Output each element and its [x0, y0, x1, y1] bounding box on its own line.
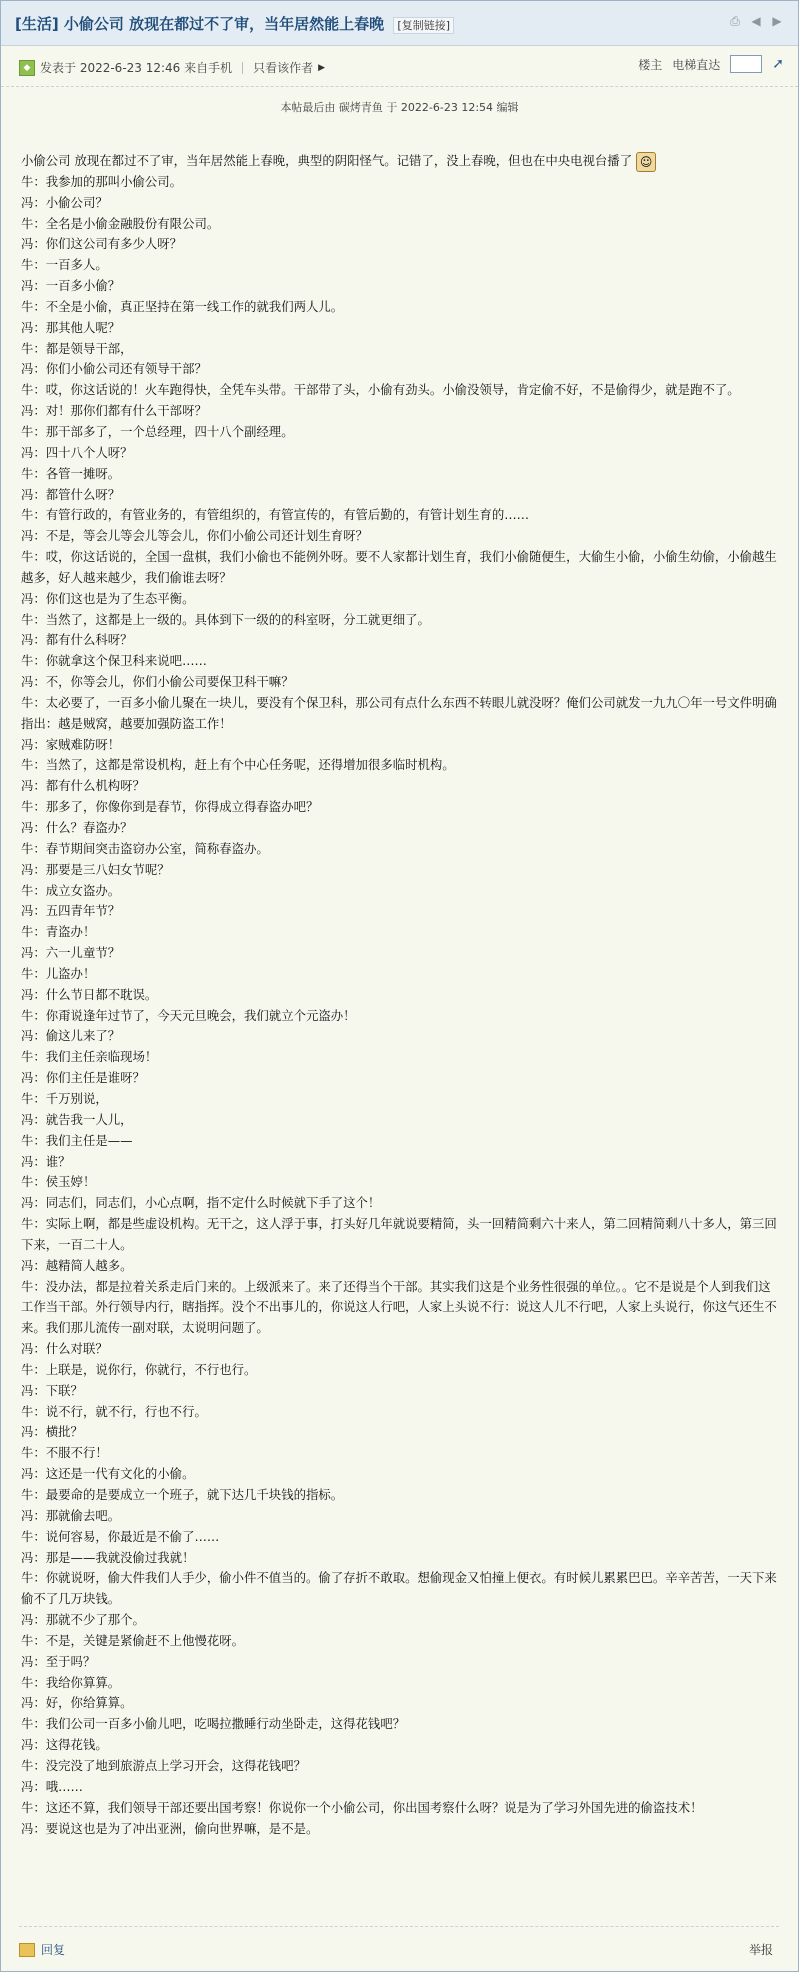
- dialogue-line: [21, 651, 779, 672]
- line-text: 牛：没完没了地到旅游点上学习开会，这得花钱吧？: [21, 1757, 306, 1773]
- reply-label: 回复: [41, 1943, 66, 1957]
- dialogue-line: [21, 1568, 779, 1610]
- line-text: 牛：不是，关键是紧偷赶不上他慢花呀。: [21, 1632, 245, 1648]
- print-icon[interactable]: ⎙: [730, 14, 740, 28]
- reply-button[interactable]: [19, 1941, 65, 1958]
- dialogue-line: [21, 1777, 779, 1798]
- line-text: 冯：哦……: [21, 1778, 83, 1794]
- line-text: 冯：你们这公司有多少人呀？: [21, 236, 183, 252]
- dialogue-line: [21, 380, 779, 401]
- line-text: 冯：那就不少了那个。: [21, 1612, 145, 1628]
- line-text: 冯：四十八个人呀？: [21, 444, 133, 460]
- post-actions: [19, 1937, 779, 1959]
- copy-link-button[interactable]: [复制链接]: [393, 17, 454, 34]
- dialogue-line: [21, 1464, 779, 1485]
- dialogue-line: [21, 1193, 779, 1214]
- line-text: 牛：不全是小偷，真正坚持在第一线工作的就我们两人儿。: [21, 298, 344, 314]
- line-text: 牛：说不行，就不行，行也不行。: [21, 1403, 207, 1419]
- line-text: 冯：都有什么科呀？: [21, 632, 133, 648]
- line-text: 冯：什么？春盗办？: [21, 820, 133, 835]
- intro-line: [21, 151, 779, 172]
- dialogue-line: [21, 589, 779, 610]
- line-text: 冯：那要是三八妇女节呢？: [21, 861, 170, 877]
- dialogue-line: [21, 693, 779, 735]
- dialogue-line: [21, 985, 779, 1006]
- dialogue-line: [21, 339, 779, 360]
- line-text: 牛：没办法，都是拉着关系走后门来的。上级派来了。来了还得当个干部。其实我们这是个业务性很强的单位。。它不是说是个人到我们这工作当干部。外行领导内行，瞎指挥。没个不出事儿的，你说这人行吧，人家上头说不行：说这人儿不行吧，人家上头说行，你这气还生不来。我们那儿流传一副对联，太说明问题了。: [21, 1278, 777, 1336]
- edited-note: 本帖最后由 碳烤青鱼 于 2022-6-23 12:54 编辑: [280, 101, 519, 114]
- floor-input[interactable]: [730, 55, 762, 73]
- dialogue-line: [21, 526, 779, 547]
- dialogue-line: [21, 922, 779, 943]
- dialogue-line: [21, 318, 779, 339]
- line-text: 牛：最要命的是要成立一个班子，就下达几千块钱的指标。: [21, 1487, 344, 1502]
- dialogue-line: [21, 881, 779, 902]
- dialogue-line: [21, 193, 779, 214]
- line-text: 牛：青盗办！: [21, 924, 96, 940]
- line-text: 冯：好，你给算算。: [21, 1695, 133, 1711]
- line-text: 牛：实际上啊，都是些虚设机构。无干之，这人浮于事，打头好几年就说要精简，头一回精简剩六十来人，第二回精简剩八十多人，第三回下来，一百二十人。: [21, 1216, 777, 1252]
- dialogue-line: [21, 1610, 779, 1631]
- line-text: 牛：各管一摊呀。: [21, 465, 121, 481]
- line-text: 牛：说何容易，你最近是不偷了……: [21, 1528, 220, 1544]
- dialogue-line: [21, 1443, 779, 1464]
- dialogue-line: [21, 255, 779, 276]
- line-text: 冯：同志们，同志们，小心点啊，指不定什么时候就下手了这个！: [21, 1195, 381, 1211]
- reply-icon: [19, 1943, 35, 1957]
- dialogue-line: [21, 860, 779, 881]
- dialogue-line: [21, 1026, 779, 1047]
- dialogue-line: [21, 1485, 779, 1506]
- dialogue-line: [21, 1673, 779, 1694]
- line-text: 冯：横批？: [21, 1424, 83, 1440]
- dialogue-line: [21, 1172, 779, 1193]
- dialogue-line: [21, 1068, 779, 1089]
- line-text: 牛：这还不算，我们领导干部还要出国考察！你说你一个小偷公司，你出国考察什么呀？说是为了学习外国先进的偷盗技术！: [21, 1799, 703, 1815]
- line-text: 牛：你甭说逢年过节了，今天元旦晚会，我们就立个元盗办！: [21, 1007, 356, 1023]
- dialogue-line: [21, 964, 779, 985]
- line-text: 冯：六一儿童节？: [21, 945, 121, 961]
- dialogue-line: [21, 1548, 779, 1569]
- thread-title: [15, 13, 454, 34]
- dialogue-line: [21, 1381, 779, 1402]
- dialogue-line: [21, 1256, 779, 1277]
- line-text: 牛：那干部多了，一个总经理，四十八个副经理。: [21, 423, 294, 439]
- only-author-link[interactable]: 只看该作者: [253, 61, 314, 75]
- line-text: 冯：不，你等会儿，你们小偷公司要保卫科干嘛？: [21, 674, 294, 690]
- dialogue-line: [21, 901, 779, 922]
- line-text: 牛：当然了，这都是上一级的。具体到下一级的的科室呀，分工就更细了。: [21, 611, 430, 627]
- report-button[interactable]: 举报: [748, 1943, 773, 1957]
- dialogue-line: [21, 1360, 779, 1381]
- line-text: 牛：你就说呀，偷大件我们人手少，偷小件不值当的。偷了存折不敢取。想偷现金又怕撞上便衣。有时候儿累累巴巴。辛辛苦苦，一天下来偷不了几万块钱。: [21, 1570, 777, 1607]
- post-meta: [1, 46, 798, 87]
- dialogue-line: [21, 1152, 779, 1173]
- post-content: [21, 151, 779, 1839]
- dialogue-line: [21, 1693, 779, 1714]
- line-text: 冯：那就偷去吧。: [21, 1507, 121, 1523]
- line-text: 冯：都管什么呀？: [21, 486, 121, 502]
- dialogue-line: [21, 1214, 779, 1256]
- arrow-right-icon[interactable]: ▶: [772, 14, 782, 28]
- line-text: 冯：偷这儿来了？: [21, 1028, 121, 1044]
- dialogue-line: [21, 276, 779, 297]
- dialogue-line: [21, 1047, 779, 1068]
- line-text: 牛：儿盗办！: [21, 965, 96, 981]
- line-text: 冯：至于吗？: [21, 1653, 96, 1669]
- title-bar: [1, 1, 798, 46]
- dialogue-line: [21, 1714, 779, 1735]
- line-text: 牛：我们主任亲临现场！: [21, 1049, 158, 1065]
- dialogue-line: [21, 547, 779, 589]
- dialogue-line: [21, 1339, 779, 1360]
- line-text: 冯：就告我一人儿，: [21, 1111, 133, 1127]
- line-text: 牛：上联是，说你行，你就行，不行也行。: [21, 1361, 257, 1377]
- line-text: 冯：你们这也是为了生态平衡。: [21, 590, 195, 606]
- owner-label: 楼主: [638, 57, 663, 72]
- line-text: 冯：那是——我就没偷过我就！: [21, 1549, 195, 1565]
- line-text: 牛：春节期间突击盗窃办公室，简称春盗办。: [21, 840, 269, 856]
- dialogue-line: [21, 422, 779, 443]
- dialogue-line: [21, 1506, 779, 1527]
- dialogue-line: [21, 672, 779, 693]
- dialogue-line: [21, 443, 779, 464]
- line-text: 冯：那其他人呢？: [21, 319, 121, 335]
- posted-info: 发表于 2022-6-23 12:46 来自手机: [40, 61, 233, 75]
- thread-title-text: [生活] 小偷公司 放现在都过不了审，当年居然能上春晚: [15, 15, 385, 33]
- dialogue-line: [21, 1756, 779, 1777]
- line-text: 冯：小偷公司？: [21, 194, 108, 210]
- dialogue-line: [21, 1798, 779, 1819]
- line-text: 牛：不服不行！: [21, 1445, 108, 1461]
- line-text: 冯：什么对联？: [21, 1341, 108, 1357]
- line-text: 冯：谁？: [21, 1153, 71, 1169]
- divider: [242, 62, 243, 74]
- dialogue-line: [21, 214, 779, 235]
- dialogue-line: [21, 630, 779, 651]
- dialogue-line: [21, 1527, 779, 1548]
- dialogue-line: [21, 1652, 779, 1673]
- line-text: 牛：全名是小偷金融股份有限公司。: [21, 215, 220, 231]
- line-text: 牛：我给你算算。: [21, 1674, 121, 1690]
- line-text: 冯：这得花钱。: [21, 1737, 108, 1753]
- bottom-divider: [19, 1926, 779, 1927]
- line-text: 冯：不是，等会儿等会儿等会儿，你们小偷公司还计划生育呀？: [21, 528, 368, 544]
- dialogue-line: [21, 1006, 779, 1027]
- line-text: 冯：都有什么机构呀？: [21, 778, 145, 794]
- line-text: 冯：这还是一代有文化的小偷。: [21, 1466, 195, 1482]
- dialogue-line: [21, 1819, 779, 1840]
- line-text: 冯：要说这也是为了冲出亚洲，偷向世界嘛，是不是。: [21, 1820, 319, 1836]
- line-text: 冯：五四青年节？: [21, 903, 121, 919]
- user-online-icon: ◆: [19, 60, 35, 76]
- dialogue-line: [21, 1422, 779, 1443]
- line-text: 牛：太必要了，一百多小偷儿聚在一块儿，要没有个保卫科，那公司有点什么东西不转眼儿就没呀？俺们公司就发一九九〇年一号文件明确指出：越是贼窝，越要加强防盗工作！: [21, 694, 777, 731]
- go-icon[interactable]: ➚: [772, 56, 784, 72]
- dialogue-line: [21, 1735, 779, 1756]
- line-text: 冯：一百多小偷？: [21, 278, 121, 294]
- line-text: 冯：对！那你们都有什么干部呀？: [21, 403, 207, 419]
- line-text: 牛：我们主任是——: [21, 1132, 133, 1148]
- line-text: 牛：千万别说，: [21, 1090, 108, 1106]
- line-text: 牛：哎，你这话说的，全国一盘棋，我们小偷也不能例外呀。要不人家都计划生育，我们小偷随便生，大偷生小偷，小偷生幼偷，小偷越生越多，好人越来越少，我们偷谁去呀？: [21, 549, 777, 585]
- dialogue-line: [21, 755, 779, 776]
- dialogue-line: [21, 485, 779, 506]
- smiley-icon: ☺: [636, 152, 656, 172]
- dialogue-line: [21, 234, 779, 255]
- title-toolbar: [728, 14, 784, 28]
- dialogue-line: [21, 359, 779, 380]
- dialogue-line: [21, 776, 779, 797]
- line-text: 冯：什么节日都不耽误。: [21, 986, 158, 1002]
- arrow-left-icon[interactable]: ◀: [751, 14, 761, 28]
- line-text: 牛：成立女盗办。: [21, 882, 121, 898]
- dialogue-line: [21, 401, 779, 422]
- line-text: 牛：有管行政的，有管业务的，有管组织的，有管宣传的，有管后勤的，有管计划生育的……: [21, 507, 530, 523]
- dialogue-line: [21, 1631, 779, 1652]
- dialogue-line: [21, 610, 779, 631]
- dialogue-line: [21, 1089, 779, 1110]
- dialogue-line: [21, 839, 779, 860]
- dialogue-line: [21, 818, 779, 839]
- dialogue-line: [21, 505, 779, 526]
- line-text: 小偷公司 放现在都过不了审，当年居然能上春晚，典型的阴阳怪气。记错了，没上春晚，但也在中央电视台播了: [21, 153, 633, 168]
- line-text: 牛：都是领导干部，: [21, 340, 133, 356]
- line-text: 冯：下联？: [21, 1382, 83, 1398]
- line-text: 牛：我参加的那叫小偷公司。: [21, 173, 183, 189]
- caret-right-icon: ▶: [318, 62, 326, 73]
- line-text: 牛：侯玉婷！: [21, 1174, 96, 1190]
- line-text: 冯：家贼难防呀！: [21, 736, 121, 752]
- line-text: 牛：当然了，这都是常设机构，赶上有个中心任务呢，还得增加很多临时机构。: [21, 757, 455, 773]
- line-text: 牛：你就拿这个保卫科来说吧……: [21, 653, 207, 669]
- line-text: 冯：你们小偷公司还有领导干部？: [21, 361, 207, 377]
- dialogue-line: [21, 797, 779, 818]
- jump-label: 电梯直达: [672, 57, 721, 72]
- dialogue-line: [21, 172, 779, 193]
- line-text: 牛：一百多人。: [21, 257, 108, 273]
- dialogue-line: [21, 1402, 779, 1423]
- dialogue-line: [21, 464, 779, 485]
- line-text: 冯：你们主任是谁呀？: [21, 1070, 145, 1086]
- dialogue-line: [21, 297, 779, 318]
- line-text: 牛：哎，你这话说的！火车跑得快，全凭车头带。干部带了头，小偷有劲头。小偷没领导，肯定偷不好，不是偷得少，就是跑不了。: [21, 382, 740, 398]
- line-text: 牛：那多了，你像你到是春节，你得成立得春盗办吧？: [21, 799, 319, 815]
- line-text: 牛：我们公司一百多小偷儿吧，吃喝拉撒睡行动坐卧走，这得花钱吧？: [21, 1716, 406, 1732]
- dialogue-line: [21, 735, 779, 756]
- dialogue-line: [21, 1131, 779, 1152]
- dialogue-line: [21, 1110, 779, 1131]
- line-text: 冯：越精简人越多。: [21, 1257, 133, 1273]
- dialogue-line: [21, 943, 779, 964]
- dialogue-line: [21, 1277, 779, 1340]
